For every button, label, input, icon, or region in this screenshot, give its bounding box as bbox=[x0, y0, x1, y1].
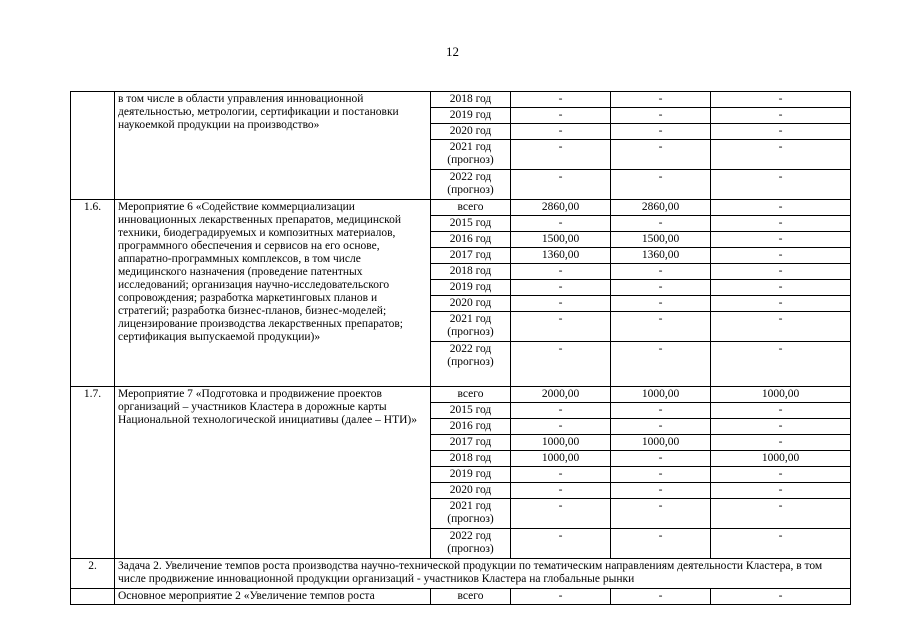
value-cell: 2000,00 bbox=[511, 387, 611, 403]
measure-description: в том числе в области управления инновационной деятельностью, метрологии, сертификации и постановки наукоемкой продукции на производство» bbox=[115, 92, 431, 200]
page-number: 12 bbox=[446, 44, 459, 59]
year-cell bbox=[431, 342, 511, 387]
year-cell bbox=[431, 108, 511, 124]
table-row bbox=[71, 92, 851, 108]
value-cell: 1000,00 bbox=[511, 451, 611, 467]
value-cell: - bbox=[711, 248, 851, 264]
year-label: 2022 год bbox=[449, 343, 492, 355]
value-cell: - bbox=[711, 296, 851, 312]
value-cell: - bbox=[611, 403, 711, 419]
value-cell: - bbox=[511, 312, 611, 342]
year-label: 2017 год bbox=[449, 436, 492, 448]
value-cell: 1500,00 bbox=[511, 232, 611, 248]
year-label: 2018 год bbox=[449, 452, 492, 464]
value-cell: - bbox=[711, 140, 851, 170]
forecast-note: (прогноз) bbox=[447, 154, 494, 166]
value-cell: - bbox=[611, 342, 711, 387]
value-cell: - bbox=[711, 216, 851, 232]
year-cell bbox=[431, 387, 511, 403]
value-cell: 1000,00 bbox=[511, 435, 611, 451]
value-cell: - bbox=[711, 124, 851, 140]
year-label: 2015 год bbox=[449, 217, 492, 229]
forecast-note: (прогноз) bbox=[447, 184, 494, 196]
value-cell: - bbox=[611, 589, 711, 605]
value-cell: - bbox=[511, 280, 611, 296]
value-cell: - bbox=[611, 280, 711, 296]
value-cell: - bbox=[611, 483, 711, 499]
value-cell: - bbox=[711, 435, 851, 451]
value-cell: - bbox=[611, 296, 711, 312]
year-cell bbox=[431, 451, 511, 467]
year-label: 2021 год bbox=[449, 141, 492, 153]
value-cell: - bbox=[511, 529, 611, 559]
value-cell: - bbox=[711, 419, 851, 435]
table-row bbox=[71, 387, 851, 403]
task-row bbox=[71, 559, 851, 589]
value-cell: - bbox=[511, 264, 611, 280]
measure-description: Основное мероприятие 2 «Увеличение темпов роста bbox=[115, 589, 431, 605]
year-cell bbox=[431, 248, 511, 264]
year-label: 2019 год bbox=[449, 109, 492, 121]
year-cell bbox=[431, 435, 511, 451]
value-cell: - bbox=[611, 529, 711, 559]
year-label: 2019 год bbox=[449, 468, 492, 480]
value-cell: - bbox=[511, 403, 611, 419]
year-cell bbox=[431, 124, 511, 140]
value-cell: - bbox=[711, 589, 851, 605]
year-label: 2016 год bbox=[449, 233, 492, 245]
row-number: 2. bbox=[71, 559, 115, 589]
value-cell: 1000,00 bbox=[711, 451, 851, 467]
year-cell bbox=[431, 403, 511, 419]
value-cell: - bbox=[611, 499, 711, 529]
value-cell: - bbox=[711, 529, 851, 559]
value-cell: - bbox=[711, 467, 851, 483]
value-cell: 2860,00 bbox=[611, 200, 711, 216]
value-cell: 1360,00 bbox=[511, 248, 611, 264]
year-label: 2016 год bbox=[449, 420, 492, 432]
value-cell: - bbox=[611, 312, 711, 342]
year-label: 2019 год bbox=[449, 281, 492, 293]
value-cell: - bbox=[711, 170, 851, 200]
value-cell: - bbox=[611, 216, 711, 232]
task-description: Задача 2. Увеличение темпов роста производства научно-технической продукции по тематическим направлениям деятельности Кластера, в том числе продвижение инновационной продукции организаций - участников Кластера на глобальные рынки bbox=[115, 559, 851, 589]
value-cell: 1000,00 bbox=[611, 387, 711, 403]
year-cell bbox=[431, 140, 511, 170]
year-cell bbox=[431, 216, 511, 232]
year-label: всего bbox=[457, 201, 484, 213]
value-cell: - bbox=[611, 92, 711, 108]
table-row bbox=[71, 200, 851, 216]
forecast-note: (прогноз) bbox=[447, 356, 494, 368]
year-label: 2020 год bbox=[449, 125, 492, 137]
year-cell bbox=[431, 529, 511, 559]
value-cell: - bbox=[511, 419, 611, 435]
value-cell: - bbox=[511, 92, 611, 108]
value-cell: - bbox=[711, 403, 851, 419]
year-cell bbox=[431, 419, 511, 435]
value-cell: - bbox=[611, 467, 711, 483]
value-cell: - bbox=[511, 170, 611, 200]
year-cell bbox=[431, 280, 511, 296]
value-cell: - bbox=[611, 124, 711, 140]
forecast-note: (прогноз) bbox=[447, 326, 494, 338]
value-cell: - bbox=[711, 108, 851, 124]
year-label: 2022 год bbox=[449, 171, 492, 183]
value-cell: - bbox=[711, 232, 851, 248]
value-cell: - bbox=[511, 342, 611, 387]
measure-description: Мероприятие 6 «Содействие коммерциализации инновационных лекарственных препаратов, медицинской техники, биодеградируемых и композитных материалов, программного обеспечения и сервисов на его основе, аппаратно-программных комплексов, в том числе медицинского назначения (проведение патентных исследований; организация научно-исследовательского сопровождения; разработка маркетинговых планов и стратегий; разработка бизнес-планов, бизнес-моделей; лицензирование производства лекарственных препаратов; сертификация выпускаемой продукции)» bbox=[115, 200, 431, 387]
value-cell: - bbox=[511, 124, 611, 140]
value-cell: - bbox=[511, 483, 611, 499]
value-cell: 1000,00 bbox=[611, 435, 711, 451]
value-cell: - bbox=[511, 108, 611, 124]
value-cell: - bbox=[511, 216, 611, 232]
value-cell: - bbox=[711, 92, 851, 108]
value-cell: 1000,00 bbox=[711, 387, 851, 403]
value-cell: - bbox=[611, 264, 711, 280]
value-cell: - bbox=[611, 108, 711, 124]
year-label: всего bbox=[457, 388, 484, 400]
value-cell: - bbox=[511, 589, 611, 605]
value-cell: - bbox=[511, 296, 611, 312]
row-number bbox=[71, 589, 115, 605]
value-cell: - bbox=[611, 451, 711, 467]
value-cell: - bbox=[711, 483, 851, 499]
year-label: всего bbox=[431, 589, 511, 605]
year-cell bbox=[431, 296, 511, 312]
year-cell bbox=[431, 467, 511, 483]
year-cell bbox=[431, 312, 511, 342]
year-label: 2018 год bbox=[449, 265, 492, 277]
measure-description: Мероприятие 7 «Подготовка и продвижение проектов организаций – участников Кластера в дорожные карты Национальной технологической инициативы (далее – НТИ)» bbox=[115, 387, 431, 559]
value-cell: - bbox=[711, 264, 851, 280]
year-cell bbox=[431, 232, 511, 248]
table-row bbox=[71, 589, 851, 605]
year-cell bbox=[431, 200, 511, 216]
year-label: 2020 год bbox=[449, 484, 492, 496]
value-cell: - bbox=[511, 499, 611, 529]
forecast-note: (прогноз) bbox=[447, 543, 494, 555]
year-label: 2022 год bbox=[449, 530, 492, 542]
year-cell bbox=[431, 170, 511, 200]
value-cell: - bbox=[611, 140, 711, 170]
row-number: 1.7. bbox=[71, 387, 115, 559]
value-cell: - bbox=[511, 467, 611, 483]
row-number bbox=[71, 92, 115, 200]
value-cell: 1500,00 bbox=[611, 232, 711, 248]
year-label: 2018 год bbox=[449, 93, 492, 105]
value-cell: - bbox=[711, 499, 851, 529]
year-label: 2021 год bbox=[449, 313, 492, 325]
year-cell bbox=[431, 264, 511, 280]
value-cell: - bbox=[511, 140, 611, 170]
forecast-note: (прогноз) bbox=[447, 513, 494, 525]
value-cell: - bbox=[611, 419, 711, 435]
year-label: 2021 год bbox=[449, 500, 492, 512]
year-label: 2015 год bbox=[449, 404, 492, 416]
value-cell: - bbox=[711, 280, 851, 296]
row-number: 1.6. bbox=[71, 200, 115, 387]
value-cell: - bbox=[711, 200, 851, 216]
year-cell bbox=[431, 499, 511, 529]
value-cell: - bbox=[611, 170, 711, 200]
year-cell bbox=[431, 92, 511, 108]
value-cell: - bbox=[711, 342, 851, 387]
year-label: 2017 год bbox=[449, 249, 492, 261]
year-cell bbox=[431, 483, 511, 499]
value-cell: 1360,00 bbox=[611, 248, 711, 264]
value-cell: 2860,00 bbox=[511, 200, 611, 216]
budget-table bbox=[70, 91, 851, 605]
year-label: 2020 год bbox=[449, 297, 492, 309]
value-cell: - bbox=[711, 312, 851, 342]
